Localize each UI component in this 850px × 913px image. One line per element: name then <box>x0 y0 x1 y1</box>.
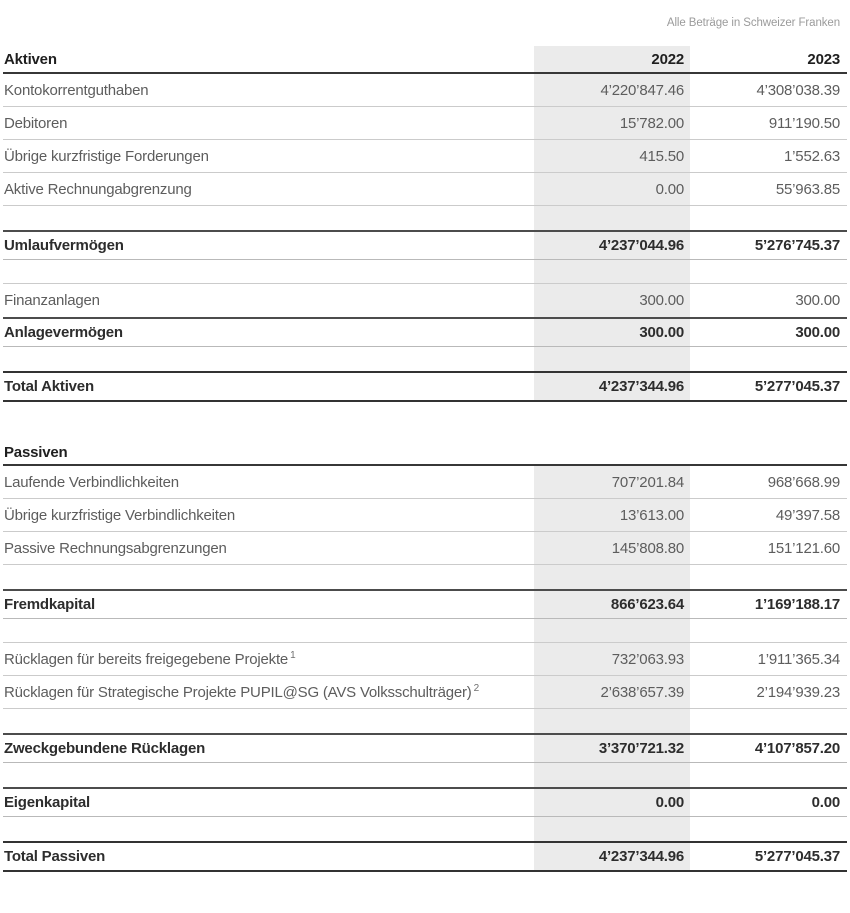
aktiven-rows <box>3 74 847 402</box>
value-2022 <box>534 347 690 371</box>
value-2023: 1’911’365.34 <box>757 650 840 668</box>
table-row <box>3 371 847 402</box>
table-row <box>3 173 847 206</box>
value-2023: 911’190.50 <box>768 114 840 132</box>
value-2023: 151’121.60 <box>767 539 840 557</box>
value-2023: 5’277’045.37 <box>754 378 840 395</box>
row-label <box>3 474 534 491</box>
value-2023: 1’552.63 <box>784 147 840 165</box>
row-label <box>3 650 534 668</box>
value-2022 <box>534 619 690 642</box>
value-2023: 300.00 <box>795 292 840 309</box>
table-row <box>3 74 847 107</box>
row-label-text: Laufende Verbindlichkeiten <box>4 473 179 491</box>
aktiven-header-row <box>3 46 847 74</box>
spacer-row <box>3 206 847 230</box>
row-label <box>3 540 534 557</box>
table-row <box>3 676 847 709</box>
column-header-2022: 2022 <box>534 46 690 72</box>
column-header-2023: 2023 <box>807 50 840 68</box>
value-2022: 15’782.00 <box>534 107 690 139</box>
row-label-text: Rücklagen für bereits freigegebene Projekte <box>4 651 289 668</box>
value-2022: 732’063.93 <box>534 643 690 675</box>
value-2022: 707’201.84 <box>534 466 690 498</box>
table-row <box>3 841 847 872</box>
value-2023: 4’107’857.20 <box>754 740 840 757</box>
value-2022 <box>534 565 690 589</box>
table-row <box>3 733 847 763</box>
value-2022: 4’237’044.96 <box>534 232 690 259</box>
table-row <box>3 284 847 317</box>
row-label-text: Anlagevermögen <box>4 324 123 341</box>
row-label-text: Rücklagen für Strategische Projekte PUPIL@SG (AVS Volksschulträger) <box>4 684 472 701</box>
value-2023: 1’169’188.17 <box>754 596 840 613</box>
row-label-text: Total Passiven <box>4 848 106 865</box>
row-label <box>3 683 534 701</box>
passiven-table <box>3 440 847 872</box>
row-label <box>3 292 534 309</box>
currency-note: Alle Beträge in Schweizer Franken <box>666 17 840 29</box>
row-label <box>3 596 534 613</box>
spacer-row <box>3 709 847 733</box>
value-2022: 0.00 <box>534 789 690 816</box>
table-row <box>3 589 847 619</box>
table-row <box>3 107 847 140</box>
row-label <box>3 848 534 865</box>
value-2023: 4’308’038.39 <box>756 81 840 99</box>
row-label <box>3 237 534 254</box>
value-2022: 3’370’721.32 <box>534 735 690 762</box>
passiven-title: Passiven <box>4 443 68 461</box>
table-row <box>3 317 847 347</box>
row-label <box>3 794 534 811</box>
aktiven-table <box>3 46 847 402</box>
spacer-row <box>3 565 847 589</box>
row-label <box>3 148 534 165</box>
row-label-text: Aktive Rechnungabgrenzung <box>4 180 192 198</box>
value-2022: 300.00 <box>534 319 690 346</box>
row-label-text: Finanzanlagen <box>4 292 100 309</box>
row-label <box>3 181 534 198</box>
value-2022: 866’623.64 <box>534 591 690 618</box>
footnote-marker: 1 <box>290 650 296 661</box>
value-2022 <box>534 709 690 733</box>
passiven-rows <box>3 466 847 872</box>
spacer-row <box>3 260 847 284</box>
row-label <box>3 507 534 524</box>
spacer-row <box>3 347 847 371</box>
value-2023: 5’277’045.37 <box>754 848 840 865</box>
value-2023: 55’963.85 <box>775 180 840 198</box>
value-2022 <box>534 817 690 841</box>
value-2022: 2’638’657.39 <box>534 676 690 708</box>
value-2022 <box>534 260 690 283</box>
value-2023: 2’194’939.23 <box>756 683 840 701</box>
row-label-text: Debitoren <box>4 114 68 132</box>
value-2022: 415.50 <box>534 140 690 172</box>
row-label-text: Zweckgebundene Rücklagen <box>4 740 206 757</box>
footnote-marker: 2 <box>473 683 480 694</box>
table-row <box>3 499 847 532</box>
value-2022 <box>534 206 690 230</box>
table-row <box>3 230 847 260</box>
table-row <box>3 787 847 817</box>
value-2023: 300.00 <box>795 324 840 341</box>
value-2022: 300.00 <box>534 284 690 317</box>
row-label <box>3 82 534 99</box>
value-2022: 4’237’344.96 <box>534 373 690 400</box>
row-label <box>3 378 534 395</box>
row-label-text: Umlaufvermögen <box>4 237 124 254</box>
value-2023: 49’397.58 <box>775 506 840 524</box>
row-label-text: Total Aktiven <box>4 378 94 395</box>
table-row <box>3 466 847 499</box>
row-label-text: Eigenkapital <box>4 794 90 811</box>
row-label-text: Kontokorrentguthaben <box>4 81 149 99</box>
section-gap <box>3 402 847 440</box>
spacer-row <box>3 763 847 787</box>
value-2022: 145’808.80 <box>534 532 690 564</box>
row-label <box>3 740 534 757</box>
row-label-text: Fremdkapital <box>4 596 95 613</box>
value-2022: 13’613.00 <box>534 499 690 531</box>
row-label <box>3 115 534 132</box>
row-label-text: Passive Rechnungsabgrenzungen <box>4 539 227 557</box>
passiven-header-row <box>3 440 847 466</box>
row-label-text: Übrige kurzfristige Forderungen <box>4 147 209 165</box>
table-row <box>3 532 847 565</box>
value-2023: 0.00 <box>811 794 840 811</box>
value-2023: 968’668.99 <box>767 473 840 491</box>
row-label <box>3 324 534 341</box>
value-2023: 5’276’745.37 <box>754 237 840 254</box>
value-2022: 4’237’344.96 <box>534 843 690 870</box>
value-2022 <box>534 763 690 787</box>
value-2022: 4’220’847.46 <box>534 74 690 106</box>
row-label-text: Übrige kurzfristige Verbindlichkeiten <box>4 506 236 524</box>
aktiven-title: Aktiven <box>4 50 57 68</box>
spacer-row <box>3 817 847 841</box>
table-row <box>3 140 847 173</box>
table-row <box>3 643 847 676</box>
spacer-row <box>3 619 847 643</box>
value-2022: 0.00 <box>534 173 690 205</box>
